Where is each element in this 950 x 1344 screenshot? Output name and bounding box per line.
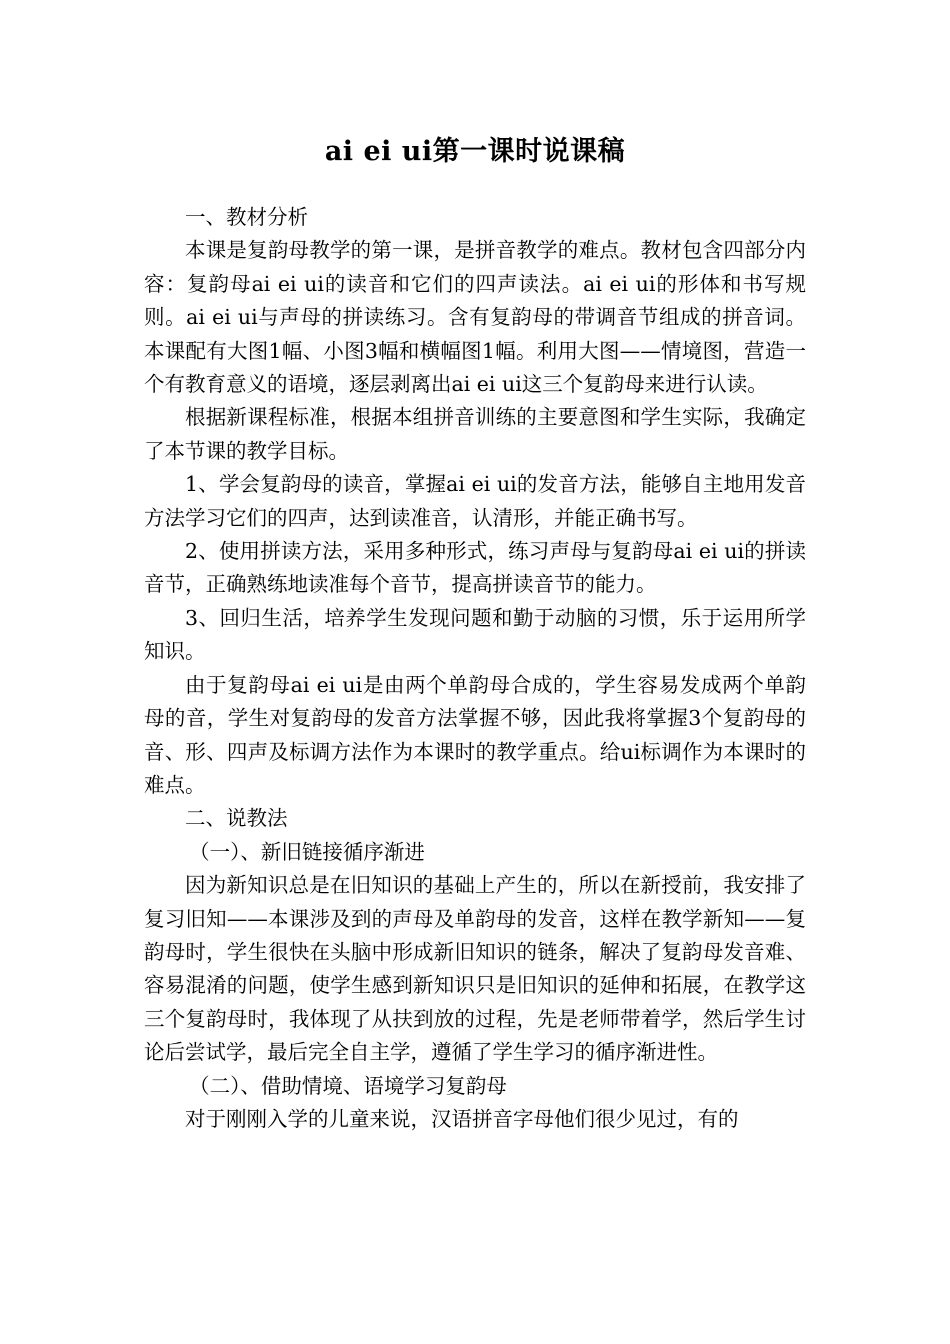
- paragraph-goal-2: 2、使用拼读方法，采用多种形式，练习声母与复韵母ai ei ui的拼读音节，正确熟练地读准每个音节，提高拼读音节的能力。: [144, 539, 806, 597]
- subheading-method-2: （二）、借助情境、语境学习复韵母: [189, 1073, 507, 1098]
- paragraph-goal-1: 1、学会复韵母的读音，掌握ai ei ui的发音方法，能够自主地用发音方法学习它们的四声，达到读准音，认清形，并能正确书写。: [144, 472, 806, 530]
- paragraph-key-and-difficult-points: 由于复韵母ai ei ui是由两个单韵母合成的，学生容易发成两个单韵母的音，学生对复韵母的发音方法掌握不够，因此我将掌握3个复韵母的音、形、四声及标调方法作为本课时的教学重点。给ui标调作为本课时的难点。: [144, 672, 806, 797]
- section-heading-textbook-analysis: 一、教材分析: [185, 205, 308, 229]
- paragraph-teaching-goals-intro: 根据新课程标准，根据本组拼音训练的主要意图和学生实际，我确定了本节课的教学目标。: [144, 405, 806, 463]
- document-body: [144, 201, 806, 1136]
- document-title: ai ei ui第一课时说课稿: [324, 136, 626, 167]
- paragraph-method-1: 因为新知识总是在旧知识的基础上产生的，所以在新授前，我安排了复习旧知——本课涉及到的声母及单韵母的发音，这样在教学新知——复韵母时，学生很快在头脑中形成新旧知识的链条，解决了复韵母发音难、容易混淆的问题，使学生感到新知识只是旧知识的延伸和拓展，在教学这三个复韵母时，我体现了从扶到放的过程，先是老师带着学，然后学生讨论后尝试学，最后完全自主学，遵循了学生学习的循序渐进性。: [144, 873, 806, 1065]
- section-heading-teaching-methods: 二、说教法: [185, 806, 288, 831]
- paragraph-goal-3: 3、回归生活，培养学生发现问题和勤于动脑的习惯，乐于运用所学知识。: [144, 605, 806, 664]
- subheading-method-1: （一）、新旧链接循序渐进: [189, 839, 425, 864]
- paragraph-method-2: 对于刚刚入学的儿童来说，汉语拼音字母他们很少见过，有的: [185, 1106, 739, 1131]
- paragraph-lesson-overview: 本课是复韵母教学的第一课，是拼音教学的难点。教材包含四部分内容：复韵母ai ei ui的读音和它们的四声读法。ai ei ui的形体和书写规则。ai ei ui与声母的拼读练习。含有复韵母的带调音节组成的拼音词。本课配有大图1幅、小图3幅和横幅图1幅。利用大图——情境图，营造一个有教育意义的语境，逐层剥离出ai ei ui这三个复韵母来进行认读。: [144, 238, 806, 397]
